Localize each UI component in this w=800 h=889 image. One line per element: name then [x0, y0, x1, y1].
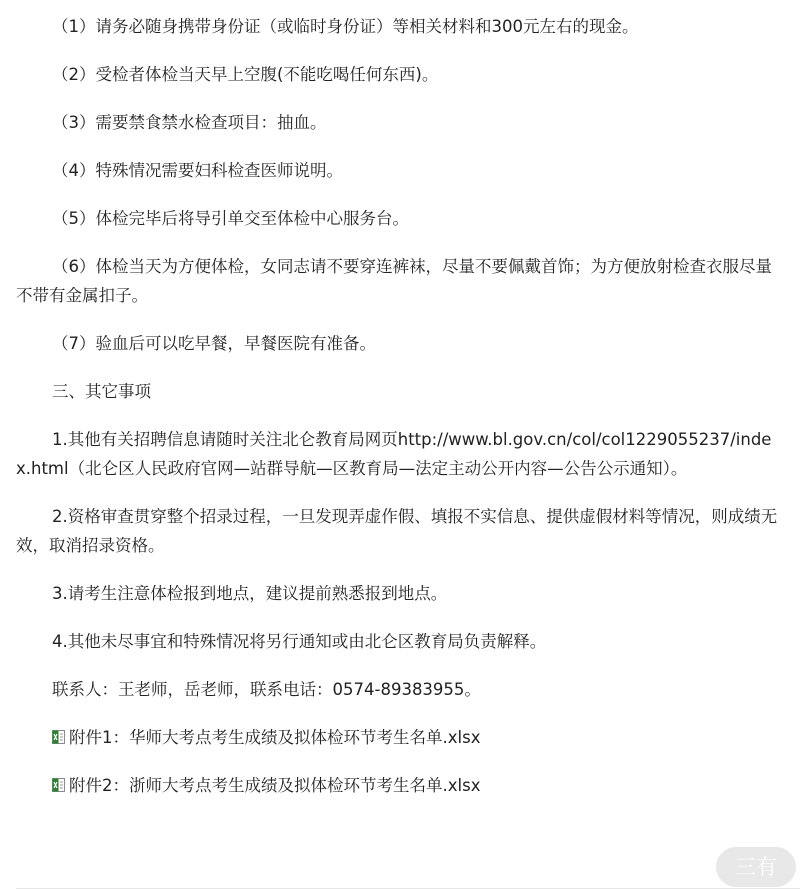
checkup-item-4: （4）特殊情况需要妇科检查医师说明。	[52, 161, 343, 180]
attachment-2-link[interactable]: 附件2：浙师大考点考生成绩及拟体检环节考生名单.xlsx	[69, 776, 481, 795]
contact-info: 联系人：王老师，岳老师，联系电话：0574-89383955。	[52, 680, 481, 699]
attachment-1-link[interactable]: 附件1：华师大考点考生成绩及拟体检环节考生名单.xlsx	[69, 728, 481, 747]
note-1[interactable]: 1.其他有关招聘信息请随时关注北仑教育局网页http://www.bl.gov.cn/col/col1229055237/index.html（北仑区人民政府官网—站群导航—区教育局—法定主动公开内容—公告公示通知）。	[16, 430, 772, 478]
section-title: 三、其它事项	[52, 382, 151, 401]
checkup-item-3: （3）需要禁食禁水检查项目：抽血。	[52, 113, 327, 132]
note-3: 3.请考生注意体检报到地点，建议提前熟悉报到地点。	[52, 584, 448, 603]
checkup-item-7: （7）验血后可以吃早餐，早餐医院有准备。	[52, 334, 376, 353]
checkup-item-2: （2）受检者体检当天早上空腹(不能吃喝任何东西)。	[52, 65, 439, 84]
checkup-item-1: （1）请务必随身携带身份证（或临时身份证）等相关材料和300元左右的现金。	[52, 17, 639, 36]
checkup-item-5: （5）体检完毕后将导引单交至体检中心服务台。	[52, 209, 409, 228]
watermark-logo: 三有	[716, 847, 796, 887]
article-body	[16, 12, 786, 819]
attachment-1[interactable]	[16, 723, 786, 752]
excel-file-icon	[52, 730, 65, 744]
note-2: 2.资格审查贯穿整个招录过程，一旦发现弄虚作假、填报不实信息、提供虚假材料等情况，则成绩无效，取消招录资格。	[16, 507, 778, 555]
checkup-item-6: （6）体检当天为方便体检，女同志请不要穿连裤袜，尽量不要佩戴首饰；为方便放射检查衣服尽量不带有金属扣子。	[16, 257, 772, 305]
excel-file-icon	[52, 778, 65, 792]
note-4: 4.其他未尽事宜和特殊情况将另行通知或由北仑区教育局负责解释。	[52, 632, 547, 651]
attachment-2[interactable]	[16, 771, 786, 800]
